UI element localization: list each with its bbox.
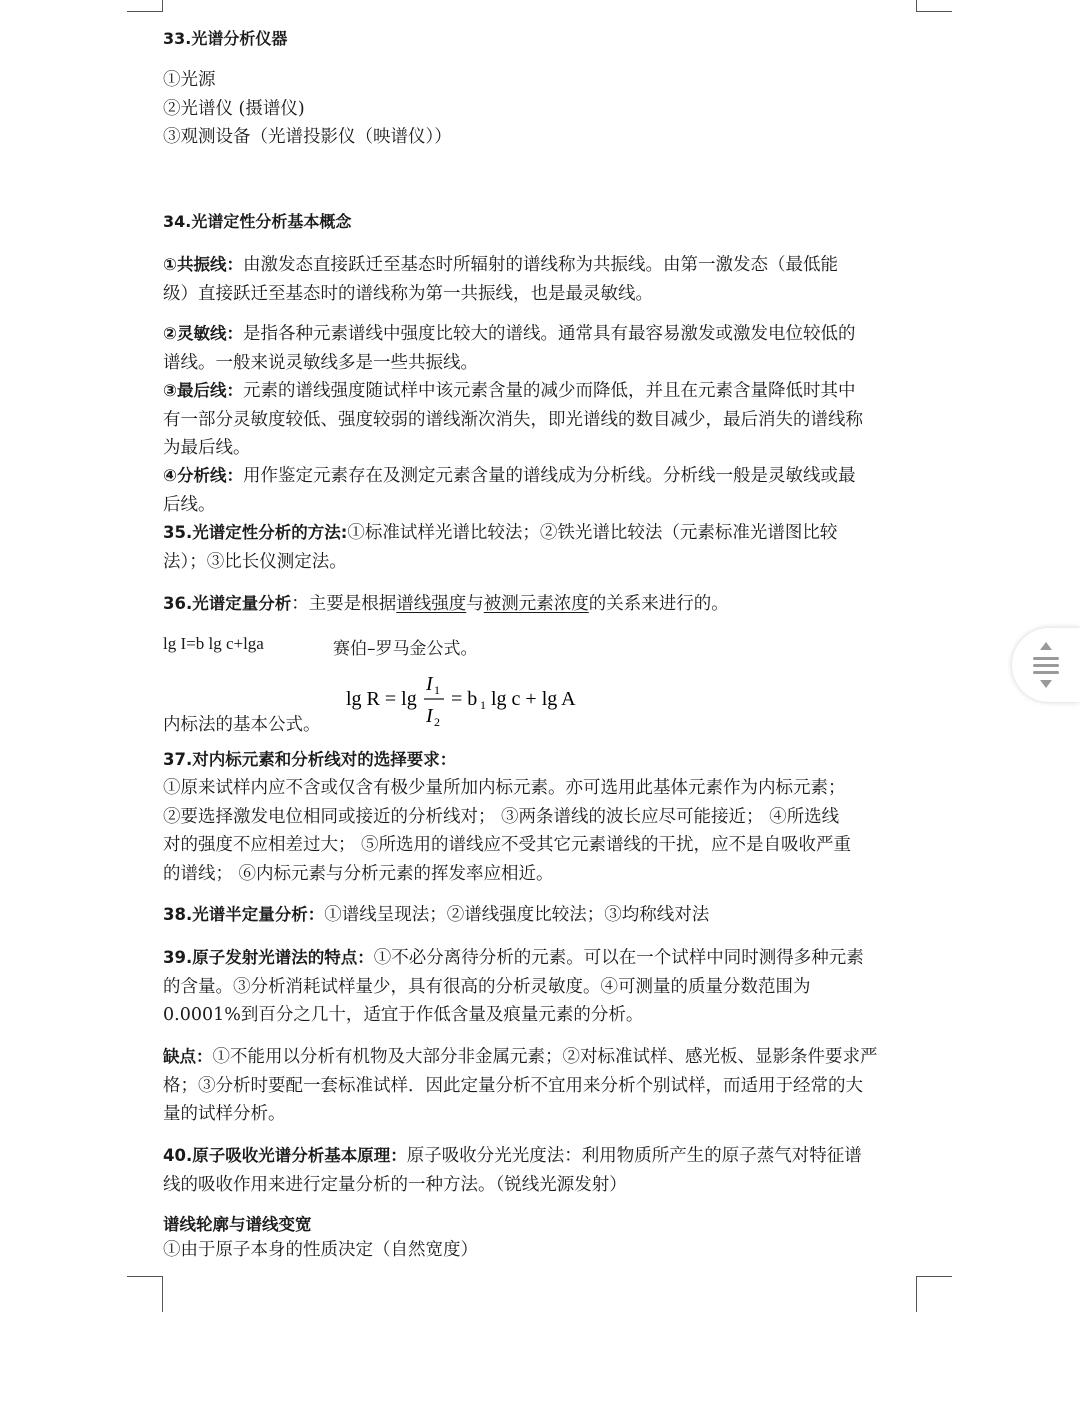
- scroll-handle-button[interactable]: [1012, 628, 1080, 702]
- section-36: [163, 590, 919, 619]
- paragraph-text: 级）直接跃迁至基态时的谱线称为第一共振线，也是最灵敏线。: [163, 283, 653, 304]
- paragraph-text: 对的强度不应相差过大； ⑤所选用的谱线应不受其它元素谱线的干扰，应不是自吸收严重: [163, 835, 852, 855]
- crop-mark-top-right-h: [916, 11, 952, 12]
- paragraph-text: 线的吸收作用来进行定量分析的一种方法。（锐线光源发射）: [163, 1174, 627, 1195]
- paragraph-text: 法）；③比长仪测定法。: [163, 551, 347, 572]
- crop-mark-bottom-left-v: [162, 1276, 163, 1312]
- section-33-list: [163, 66, 919, 152]
- section-40: [163, 1142, 919, 1199]
- underlined-term: 谱线强度: [396, 594, 467, 614]
- section-37-body: [163, 774, 919, 888]
- paragraph-text: 原子吸收分光光度法：利用物质所产生的原子蒸气对特征谱: [406, 1146, 862, 1166]
- term-resonance-line: ①共振线：: [163, 255, 243, 274]
- section-33-title: 33.光谱分析仪器: [163, 29, 288, 48]
- section-38-title: 38.光谱半定量分析：: [163, 905, 325, 924]
- section-40-title: 40.原子吸收光谱分析基本原理：: [163, 1146, 407, 1165]
- paragraph-text: ①标准试样光谱比较法；②铁光谱比较法（元素标准光谱图比较: [347, 523, 838, 543]
- formula-rhs: = b: [451, 688, 478, 710]
- formula-rhs-sub: 1: [480, 698, 486, 712]
- paragraph-text: 有一部分灵敏度较低、强度较弱的谱线渐次消失，即光谱线的数目减少，最后消失的谱线称: [163, 409, 863, 430]
- paragraph-text: 用作鉴定元素存在及测定元素含量的谱线成为分析线。分析线一般是灵敏线或最: [242, 466, 856, 486]
- paragraph-text: 谱线。一般来说灵敏线多是一些共振线。: [163, 352, 478, 373]
- formula-lhs: lg R = lg: [346, 688, 417, 710]
- section-39-title: 39.原子发射光谱法的特点：: [163, 948, 374, 967]
- paragraph-text: ①不必分离待分析的元素。可以在一个试样中同时测得多种元素: [373, 948, 864, 968]
- cons-term: 缺点：: [163, 1047, 213, 1066]
- term-analysis-line: ④分析线：: [163, 466, 243, 485]
- section-line-profile-title: 谱线轮廓与谱线变宽: [163, 1215, 312, 1234]
- formula-text: lg I=b lg c+lga: [163, 634, 264, 653]
- section-36-title: 36.光谱定量分析: [163, 594, 292, 613]
- paragraph-text: 由激发态直接跃迁至基态时所辐射的谱线称为共振线。由第一激发态（最低能: [242, 255, 838, 275]
- paragraph-text: 后线。: [163, 494, 216, 515]
- formula-name: 赛伯–罗马金公式。: [333, 639, 478, 659]
- section-34-title: 34.光谱定性分析基本概念: [163, 212, 352, 231]
- paragraph-text: 是指各种元素谱线中强度比较大的谱线。通常具有最容易激发或激发电位较低的: [242, 324, 856, 344]
- term-last-line: ③最后线：: [163, 381, 243, 400]
- term-sensitive-line: ②灵敏线：: [163, 324, 243, 343]
- formula-scheibe-lomakin: [163, 634, 478, 659]
- paragraph-text: ②要选择激发电位相同或接近的分析线对； ③两条谱线的波长应尽可能接近； ④所选线: [163, 806, 840, 827]
- paragraph-text: 为最后线。: [163, 438, 251, 458]
- paragraph-text: 格；③分析时要配一套标准试样．因此定量分析不宜用来分析个别试样，而适用于经常的大: [163, 1075, 863, 1096]
- paragraph-text: 0.0001%到百分之几十，适宜于作低含量及痕量元素的分析。: [163, 1005, 644, 1025]
- paragraph-text: ：主要是根据: [291, 594, 397, 614]
- paragraph-text: ①原来试样内应不含或仅含有极少量所加内标元素。亦可选用此基体元素作为内标元素；: [163, 778, 846, 798]
- crop-mark-bottom-left-h: [127, 1276, 163, 1277]
- formula-rest: lg c + lg A: [491, 688, 576, 710]
- section-38: [163, 901, 919, 930]
- scroll-arrows-icon: [1030, 640, 1062, 690]
- section-39: [163, 944, 919, 1030]
- formula-numerator-sub: 1: [434, 683, 440, 697]
- section-39-cons: [163, 1043, 919, 1129]
- section-35: [163, 519, 919, 576]
- section-line-profile-body: ①由于原子本身的性质决定（自然宽度）: [163, 1240, 478, 1260]
- list-item: ②光谱仪 (摄谱仪): [163, 98, 305, 119]
- paragraph-text: 的谱线； ⑥内标元素与分析元素的挥发率应相近。: [163, 863, 554, 884]
- paragraph-text: 与: [466, 594, 484, 614]
- crop-mark-bottom-right-v: [916, 1276, 917, 1312]
- paragraph-text: 元素的谱线强度随试样中该元素含量的减少而降低，并且在元素含量降低时其中: [242, 381, 856, 401]
- list-item: ①光源: [163, 70, 216, 90]
- paragraph-text: 的关系来进行的。: [588, 594, 729, 614]
- paragraph-text: 量的试样分析。: [163, 1104, 286, 1124]
- formula-caption: 内标法的基本公式。: [163, 715, 321, 735]
- paragraph-last-line: [163, 377, 919, 463]
- paragraph-resonance-line: [163, 251, 919, 308]
- formula-denominator-sub: 2: [434, 715, 440, 729]
- paragraph-text: ①谱线呈现法；②谱线强度比较法；③均称线对法: [324, 905, 710, 925]
- paragraph-text: 的含量。③分析消耗试样量少，具有很高的分析灵敏度。④可测量的质量分数范围为: [163, 976, 811, 997]
- paragraph-analysis-line: [163, 462, 919, 519]
- crop-mark-bottom-right-h: [916, 1276, 952, 1277]
- formula-denominator: I: [426, 705, 433, 727]
- underlined-term: 被测元素浓度: [483, 594, 589, 614]
- formula-numerator: I: [426, 673, 433, 695]
- section-35-title: 35.光谱定性分析的方法:: [163, 523, 348, 542]
- paragraph-sensitive-line: [163, 320, 919, 377]
- list-item: ③观测设备（光谱投影仪（映谱仪））: [163, 127, 452, 147]
- paragraph-text: ①不能用以分析有机物及大部分非金属元素；②对标准试样、感光板、显影条件要求严: [212, 1047, 878, 1067]
- section-37-title: 37.对内标元素和分析线对的选择要求：: [163, 750, 457, 769]
- crop-mark-top-left-h: [127, 11, 163, 12]
